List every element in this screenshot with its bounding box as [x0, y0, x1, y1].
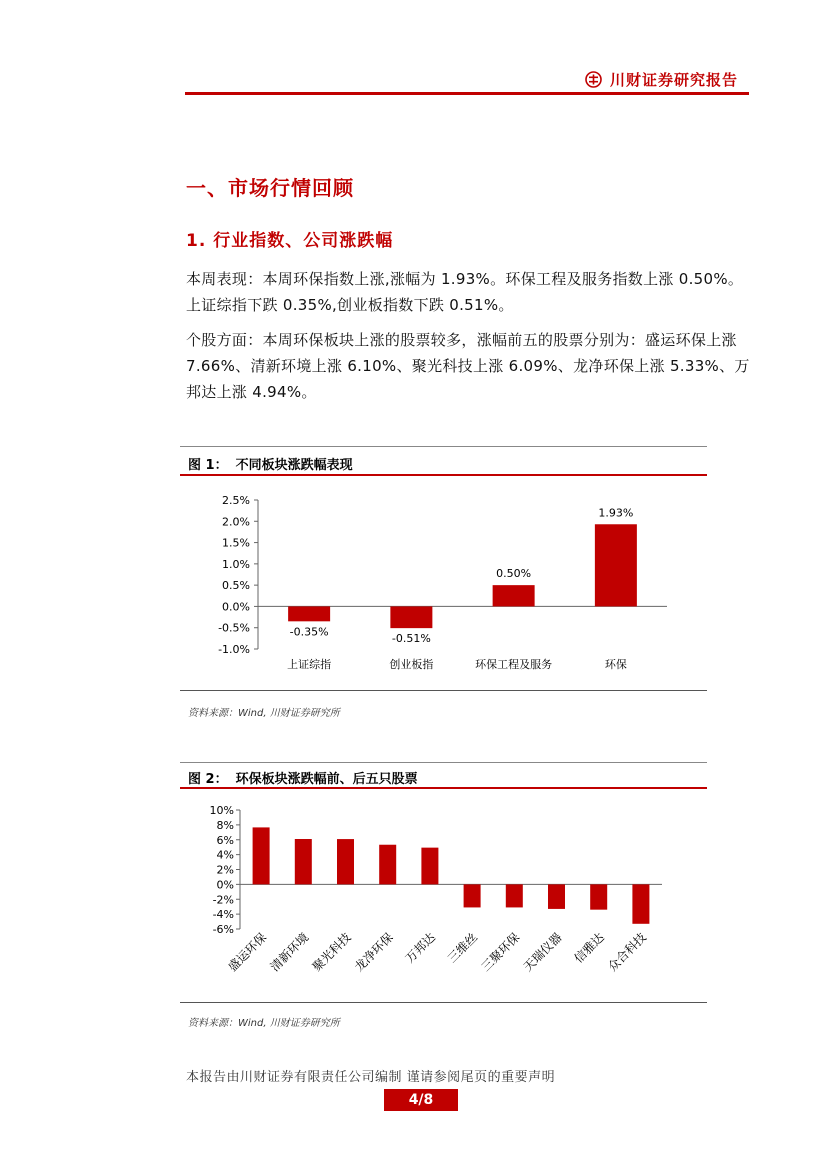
bar	[288, 606, 330, 621]
figure2-top-rule	[180, 762, 707, 763]
x-tick-label: 信雅达	[571, 930, 607, 966]
y-tick-label: 2%	[216, 863, 234, 877]
x-tick-label: 万邦达	[402, 930, 439, 966]
y-tick-label: 2.5%	[222, 494, 250, 507]
x-tick-label: 盛运环保	[225, 930, 270, 975]
figure2-number: 图 2：	[188, 772, 228, 787]
bar	[548, 884, 565, 909]
data-label: -0.51%	[391, 632, 431, 646]
figure1-title	[188, 454, 353, 473]
bar	[379, 845, 396, 885]
x-tick-label: 环保工程及服务	[475, 658, 553, 671]
figure2-chart	[180, 796, 707, 1000]
bar	[632, 884, 649, 923]
page-number: 4/8	[384, 1089, 458, 1111]
data-label: 1.93%	[598, 506, 634, 520]
bar	[253, 827, 270, 884]
y-tick-label: 6%	[216, 833, 234, 847]
y-tick-label: -4%	[212, 908, 234, 922]
bar	[493, 585, 535, 606]
figure2-source: 资料来源：Wind, 川财证券研究所	[188, 1018, 340, 1029]
x-tick-label: 上证综指	[287, 658, 332, 671]
figure2-title-text: 环保板块涨跌幅前、后五只股票	[235, 772, 418, 787]
section-heading: 一、市场行情回顾	[186, 176, 354, 200]
y-tick-label: 2.0%	[222, 515, 250, 529]
paragraph-stock-performance: 个股方面：本周环保板块上涨的股票较多，涨幅前五的股票分别为：盛运环保上涨 7.66%、清新环境上涨 6.10%、聚光科技上涨 6.09%、龙净环保上涨 5.33%、万邦达上涨 4.94%。	[186, 331, 750, 401]
x-tick-label: 龙净环保	[351, 930, 396, 975]
bar	[295, 839, 312, 884]
y-tick-label: -2%	[212, 893, 234, 907]
x-tick-label: 天瑞仪器	[520, 930, 565, 975]
figure2-title	[188, 768, 418, 787]
figure1-source: 资料来源：Wind, 川财证券研究所	[188, 708, 340, 719]
figure1-title-text: 不同板块涨跌幅表现	[235, 458, 353, 473]
bar	[590, 884, 607, 909]
data-label: 0.50%	[496, 567, 532, 581]
bar	[506, 884, 523, 907]
bar	[337, 839, 354, 884]
figure1-bottom-rule	[180, 690, 707, 691]
bar	[595, 524, 637, 606]
y-tick-label: 4%	[216, 848, 234, 862]
figure1-top-rule	[180, 446, 707, 447]
x-tick-label: 众合科技	[605, 930, 650, 975]
y-tick-label: 10%	[209, 804, 234, 817]
y-tick-label: 1.0%	[222, 557, 250, 571]
section-subheading: 1. 行业指数、公司涨跌幅	[186, 231, 394, 251]
y-tick-label: 1.5%	[222, 536, 250, 550]
brand-logo-icon	[585, 71, 602, 88]
figure1-number: 图 1：	[188, 458, 228, 473]
footer-disclaimer: 本报告由川财证券有限责任公司编制 谨请参阅尾页的重要声明	[186, 1070, 556, 1085]
bar	[421, 848, 438, 885]
y-tick-label: 8%	[216, 818, 234, 832]
x-tick-label: 三聚环保	[478, 930, 523, 975]
figure2-red-rule	[180, 787, 707, 789]
x-tick-label: 清新环境	[267, 930, 312, 975]
y-tick-label: 0.5%	[222, 579, 250, 593]
x-tick-label: 聚光科技	[309, 930, 354, 975]
header-brand: 川财证券研究报告	[610, 71, 739, 89]
data-label: -0.35%	[289, 625, 329, 639]
bar	[390, 606, 432, 628]
y-tick-label: 0%	[216, 878, 234, 892]
y-tick-label: -1.0%	[218, 643, 250, 656]
bar	[464, 884, 481, 907]
figure1-chart	[180, 482, 707, 688]
y-tick-label: -0.5%	[218, 621, 250, 635]
header-rule	[185, 92, 749, 95]
paragraph-index-performance: 本周表现：本周环保指数上涨,涨幅为 1.93%。环保工程及服务指数上涨 0.50%。上证综指下跌 0.35%,创业板指数下跌 0.51%。	[186, 270, 744, 314]
x-tick-label: 创业板指	[389, 658, 434, 671]
y-tick-label: -6%	[212, 923, 234, 936]
x-tick-label: 三维丝	[444, 930, 481, 966]
x-tick-label: 环保	[604, 658, 627, 671]
figure2-bottom-rule	[180, 1002, 707, 1003]
figure1-red-rule	[180, 474, 707, 476]
y-tick-label: 0.0%	[222, 600, 250, 614]
